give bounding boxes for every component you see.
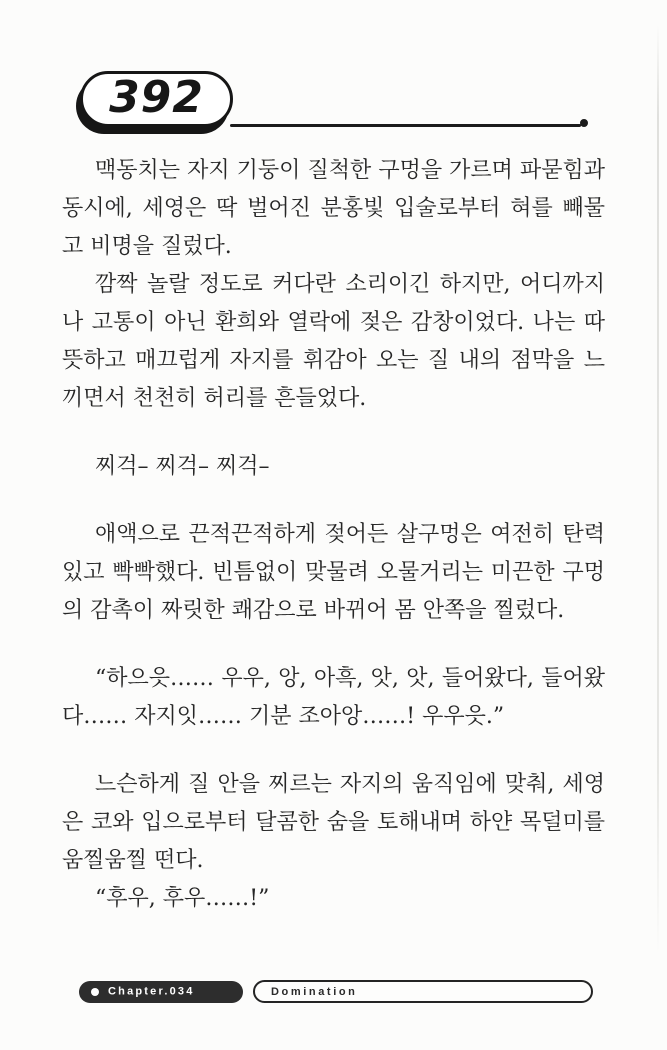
sfx-line: 찌걱– 찌걱– 찌걱–	[95, 454, 270, 479]
book-title-label: Domination	[271, 985, 358, 998]
footer-title-badge	[253, 980, 593, 1003]
header-rule	[230, 124, 581, 127]
dialogue-line: “하으읏…… 우우, 앙, 아흑, 앗, 앗, 들어왔다, 들어왔다…… 자지잇…… 기분 조아앙……! 우우읏.”	[62, 666, 605, 729]
paragraph: 느슨하게 질 안을 찌르는 자지의 움직임에 맞춰, 세영은 코와 입으로부터 달콤한 숨을 토해내며 하얀 목덜미를 움찔움찔 떤다.	[62, 772, 605, 873]
paragraph: 맥동치는 자지 기둥이 질척한 구멍을 가르며 파묻힘과 동시에, 세영은 딱 벌어진 분홍빛 입술로부터 혀를 빼물고 비명을 질렀다.	[62, 158, 605, 259]
chapter-label: Chapter.034	[108, 985, 195, 998]
paragraph: 깜짝 놀랄 정도로 커다란 소리이긴 하지만, 어디까지나 고통이 아닌 환희와 열락에 젖은 감창이었다. 나는 따뜻하고 매끄럽게 자지를 휘감아 오는 질 내의 점막을 느끼면서 천천히 허리를 흔들었다.	[62, 272, 605, 411]
body-text	[62, 152, 605, 918]
dialogue-line: “후우, 후우……!”	[95, 886, 270, 911]
chapter-bullet-icon	[91, 988, 99, 996]
header-rule-endcap-icon	[580, 119, 588, 127]
page-number-badge	[80, 71, 233, 127]
page-edge-shadow	[657, 25, 659, 955]
footer-chapter-badge	[79, 981, 243, 1003]
paragraph: 애액으로 끈적끈적하게 젖어든 살구멍은 여전히 탄력 있고 빡빡했다. 빈틈없이 맞물려 오물거리는 미끈한 구멍의 감촉이 짜릿한 쾌감으로 바뀌어 몸 안쪽을 찔렀다.	[62, 522, 605, 623]
page-number: 392	[109, 71, 204, 123]
